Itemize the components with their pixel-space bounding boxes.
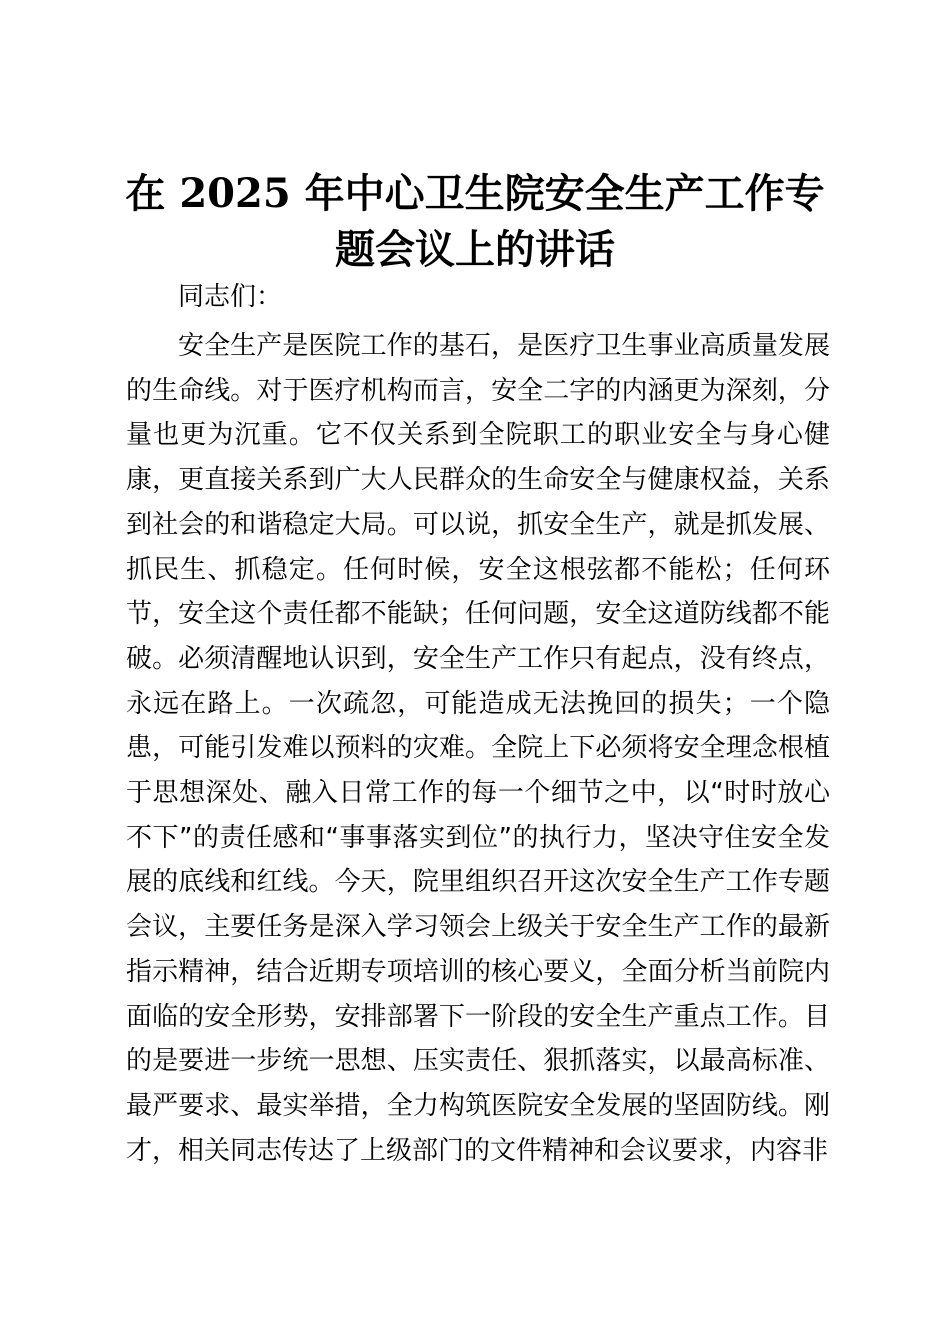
document-title: 在 2025 年中心卫生院安全生产工作专题会议上的讲话 — [125, 170, 825, 273]
body-paragraph: 安全生产是医院工作的基石，是医疗卫生事业高质量发展的生命线。对于医疗机构而言，安全二字的内涵更为深刻，分量也更为沉重。它不仅关系到全院职工的职业安全与身心健康，更直接关系到广大人民群众的生命安全与健康权益，关系到社会的和谐稳定大局。可以说，抓安全生产，就是抓发展、抓民生、抓稳定。任何时候，安全这根弦都不能松；任何环节，安全这个责任都不能缺；任何问题，安全这道防线都不能破。必须清醒地认识到，安全生产工作只有起点，没有终点，永远在路上。一次疏忽，可能造成无法挽回的损失；一个隐患，可能引发难以预料的灾难。全院上下必须将安全理念根植于思想深处、融入日常工作的每一个细节之中，以“时时放心不下”的责任感和“事事落实到位”的执行力，坚决守住安全发展的底线和红线。今天，院里组织召开这次安全生产工作专题会议，主要任务是深入学习领会上级关于安全生产工作的最新指示精神，结合近期专项培训的核心要义，全面分析当前院内面临的安全形势，安排部署下一阶段的安全生产重点工作。目的是要进一步统一思想、压实责任、狠抓落实，以最高标准、最严要求、最实举措，全力构筑医院安全发展的坚固防线。刚才，相关同志传达了上级部门的文件精神和会议要求，内容非 — [126, 331, 830, 1166]
salutation: 同志们： — [178, 282, 283, 312]
